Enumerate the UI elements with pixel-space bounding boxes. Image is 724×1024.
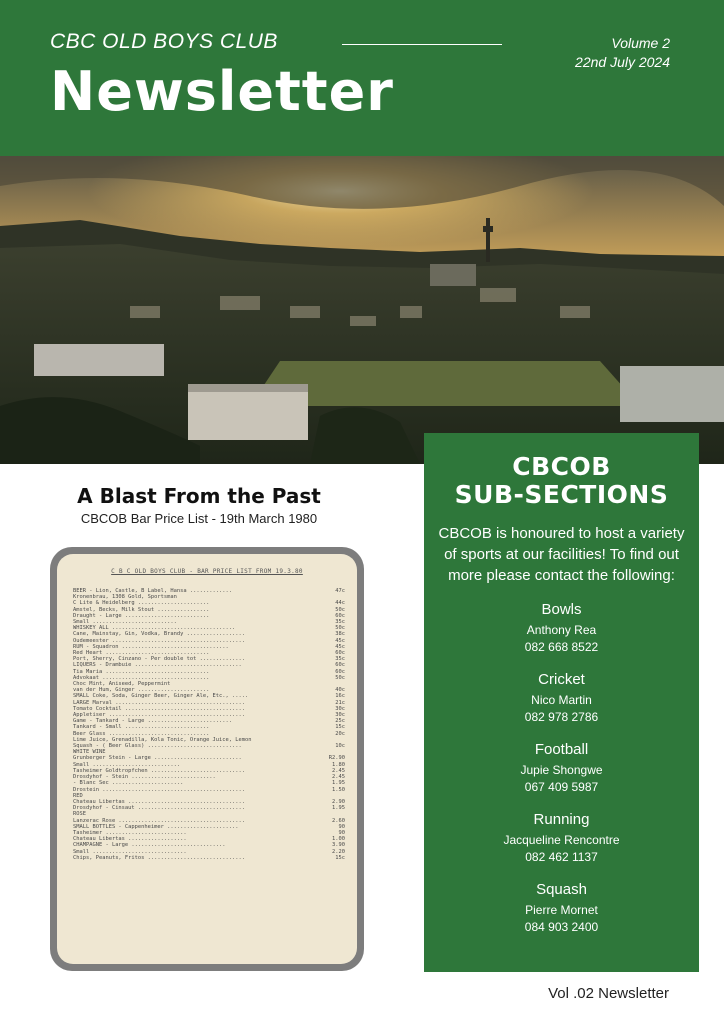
price-item-price: 3.90	[332, 842, 345, 849]
price-item-price: 44c	[335, 600, 345, 607]
price-item-price: 45c	[335, 643, 345, 650]
price-item-price: 30c	[335, 705, 345, 712]
price-item-text: WHITE WINE	[73, 749, 106, 756]
blast-from-past-title: A Blast From the Past	[77, 484, 321, 508]
price-item-price: 45c	[335, 637, 345, 644]
sport-phone: 084 903 2400	[524, 920, 599, 934]
price-item-text: Tomato Cocktail .....................................	[73, 705, 246, 712]
subsections-intro: CBCOB is honoured to host a variety of sports at our facilities! To find out more please contact the following:	[438, 525, 685, 584]
price-item-text: WHISKEY ALL ......................................	[73, 625, 236, 632]
price-item-price: 1.95	[332, 805, 345, 812]
price-item-text: Draught - Large ..........................	[73, 612, 210, 619]
price-item-price: 50c	[335, 606, 345, 613]
price-item-price: 16c	[335, 693, 345, 700]
price-list-line	[73, 855, 345, 861]
price-item-text: Drostein ............................................	[73, 786, 246, 793]
price-item-price: 2.60	[332, 817, 345, 824]
sport-person: Jacqueline Rencontre	[503, 833, 620, 847]
price-item-price: 50c	[335, 625, 345, 632]
price-item-text: Tia Maria ................................	[73, 668, 210, 675]
price-item-price: 20c	[335, 730, 345, 737]
price-item-text: C Lite & Heidelberg ......................	[73, 600, 210, 607]
price-item-price: 38c	[335, 631, 345, 638]
header-divider	[342, 44, 502, 45]
sport-name: Squash	[536, 881, 587, 898]
price-item-price: 15c	[335, 854, 345, 861]
volume-label: Volume 2	[611, 35, 670, 51]
price-item-text: Tankard - Small ..........................	[73, 724, 210, 731]
price-item-price: R2.90	[328, 755, 345, 762]
price-item-text: Chateau Libertas ....................................	[73, 798, 246, 805]
price-item-text: Port, Sherry, Cinzano - Per double tot ..............	[73, 656, 246, 663]
price-item-text: BEER - Lion, Castle, B Label, Hansa .............	[73, 588, 233, 594]
price-item-price: 35c	[335, 619, 345, 626]
sport-phone: 082 978 2786	[524, 710, 599, 724]
sport-phone: 082 462 1137	[525, 850, 598, 864]
price-item-text: SMALL BOTTLES - Cappenheimer ......................	[73, 823, 239, 830]
price-item-price: 60c	[335, 662, 345, 669]
sport-contact	[424, 810, 699, 866]
footer-label: Vol .02 Newsletter	[548, 985, 669, 1002]
price-item-price: 35c	[335, 656, 345, 663]
price-item-text: CHAMPAGNE - Large .............................	[73, 842, 226, 849]
price-item-text: Chips, Peanuts, Fritos ..............................	[73, 854, 246, 861]
price-item-text: RED	[73, 792, 83, 799]
price-item-price: 47c	[335, 588, 345, 594]
price-item-text: SMALL Coke, Soda, Ginger Beer, Ginger Ale, Etc., .....	[73, 693, 249, 700]
issue-date: 22nd July 2024	[575, 54, 670, 70]
price-item-text: Cane, Mainstay, Gin, Vodka, Brandy ..................	[73, 631, 246, 638]
price-item-text: LIQUERS - Drambuie .................................	[73, 662, 242, 669]
price-item-text: - Blanc Sec ......................	[73, 780, 184, 787]
price-item-text: Game - Tankard - Large ..........................	[73, 718, 233, 725]
price-item-price: 1.95	[332, 780, 345, 787]
price-item-text: van der Hum, Ginger ......................	[73, 687, 210, 694]
city-sunset-photo	[0, 156, 724, 464]
price-item-text: Drosdyhof - Stein ..........................	[73, 774, 216, 781]
price-item-price: 30c	[335, 712, 345, 719]
price-item-text: Kronenbrau, 1308 Gold, Sportsman	[73, 594, 177, 601]
sport-name: Cricket	[538, 671, 585, 688]
price-item-text: Advokaat .................................	[73, 674, 210, 681]
price-item-text: Choc Mint, Aniseed, Peppermint	[73, 681, 171, 688]
price-item-text: Grunberger Stein - Large ...........................	[73, 755, 242, 762]
price-item-text: Red Heart ................................	[73, 650, 210, 657]
subsections-title	[424, 453, 699, 509]
subsections-title-line2: SUB-SECTIONS	[454, 480, 669, 509]
price-item-price: 10c	[335, 743, 345, 750]
price-item-price: 2.90	[332, 798, 345, 805]
sport-contact	[424, 600, 699, 656]
price-item-price: 60c	[335, 612, 345, 619]
price-item-text: Small .............................	[73, 848, 187, 855]
price-item-price: 1.50	[332, 786, 345, 793]
price-item-price: 90	[338, 829, 345, 836]
price-item-text: Tasheimer Goldtropfchen .............................	[73, 767, 246, 774]
price-item-text: Beer Glass ...............................	[73, 730, 210, 737]
price-item-text: Drosdyhof - Cinsaut .................................	[73, 805, 246, 812]
sport-contact	[424, 670, 699, 726]
price-item-price: 2.20	[332, 848, 345, 855]
price-item-price: 15c	[335, 724, 345, 731]
price-list-heading: C B C OLD BOYS CLUB - BAR PRICE LIST FROM 19.3.80	[111, 568, 303, 575]
sport-name: Running	[533, 811, 590, 828]
sport-phone: 067 409 5987	[524, 780, 599, 794]
price-item-text: Lanzerac Rose .......................................	[73, 817, 246, 824]
price-item-price: 21c	[335, 699, 345, 706]
price-item-price: 40c	[335, 687, 345, 694]
price-item-text: Oudemeester .........................................	[73, 637, 246, 644]
sport-person: Jupie Shongwe	[520, 763, 603, 777]
issue-info	[575, 34, 670, 72]
price-list-frame	[50, 547, 364, 971]
price-item-price: 60c	[335, 668, 345, 675]
price-item-price: 25c	[335, 718, 345, 725]
sport-phone: 082 668 8522	[524, 640, 599, 654]
price-item-text: RUM - Squadron .................................	[73, 643, 229, 650]
price-item-price: 90	[338, 823, 345, 830]
subsections-panel	[424, 433, 699, 972]
price-list-document	[57, 554, 357, 964]
sport-name: Football	[534, 741, 589, 758]
blast-from-past-subtitle: CBCOB Bar Price List - 19th March 1980	[80, 511, 318, 526]
price-item-text: Squash - ( Beer Glass) .............................	[73, 743, 242, 750]
subsections-title-line1: CBCOB	[512, 452, 611, 481]
price-item-text: ROSE	[73, 811, 86, 818]
price-item-price: 1.00	[332, 836, 345, 843]
price-list-lines	[73, 588, 345, 861]
price-item-text: Tasheimer .........................	[73, 829, 187, 836]
club-name: CBC OLD BOYS CLUB	[50, 30, 278, 53]
sports-contact-list	[424, 600, 699, 936]
newsletter-title: Newsletter	[50, 60, 394, 123]
sport-contact	[424, 740, 699, 796]
price-item-text: Lime Juice, Grenadilla, Kola Tonic, Orange Juice, Lemon	[73, 736, 252, 743]
price-item-price: 2.45	[332, 767, 345, 774]
price-item-text: Small ..........................	[73, 619, 177, 626]
price-item-price: 2.45	[332, 774, 345, 781]
price-item-price: 50c	[335, 674, 345, 681]
price-item-text: Amstel, Becks, Milk Stout ................	[73, 606, 210, 613]
price-item-text: Chateau Libertas ..................	[73, 836, 187, 843]
price-item-text: Small ...........................	[73, 761, 181, 768]
price-item-price: 60c	[335, 650, 345, 657]
sport-name: Bowls	[541, 601, 582, 618]
price-item-text: Appletiser ..........................................	[73, 712, 246, 719]
price-item-text: LARGE Marval ........................................	[73, 699, 246, 706]
newsletter-header	[0, 0, 724, 156]
sport-person: Nico Martin	[531, 693, 592, 707]
sport-person: Pierre Mornet	[525, 903, 598, 917]
price-item-price: 1.80	[332, 761, 345, 768]
sport-person: Anthony Rea	[526, 623, 597, 637]
sport-contact	[424, 880, 699, 936]
